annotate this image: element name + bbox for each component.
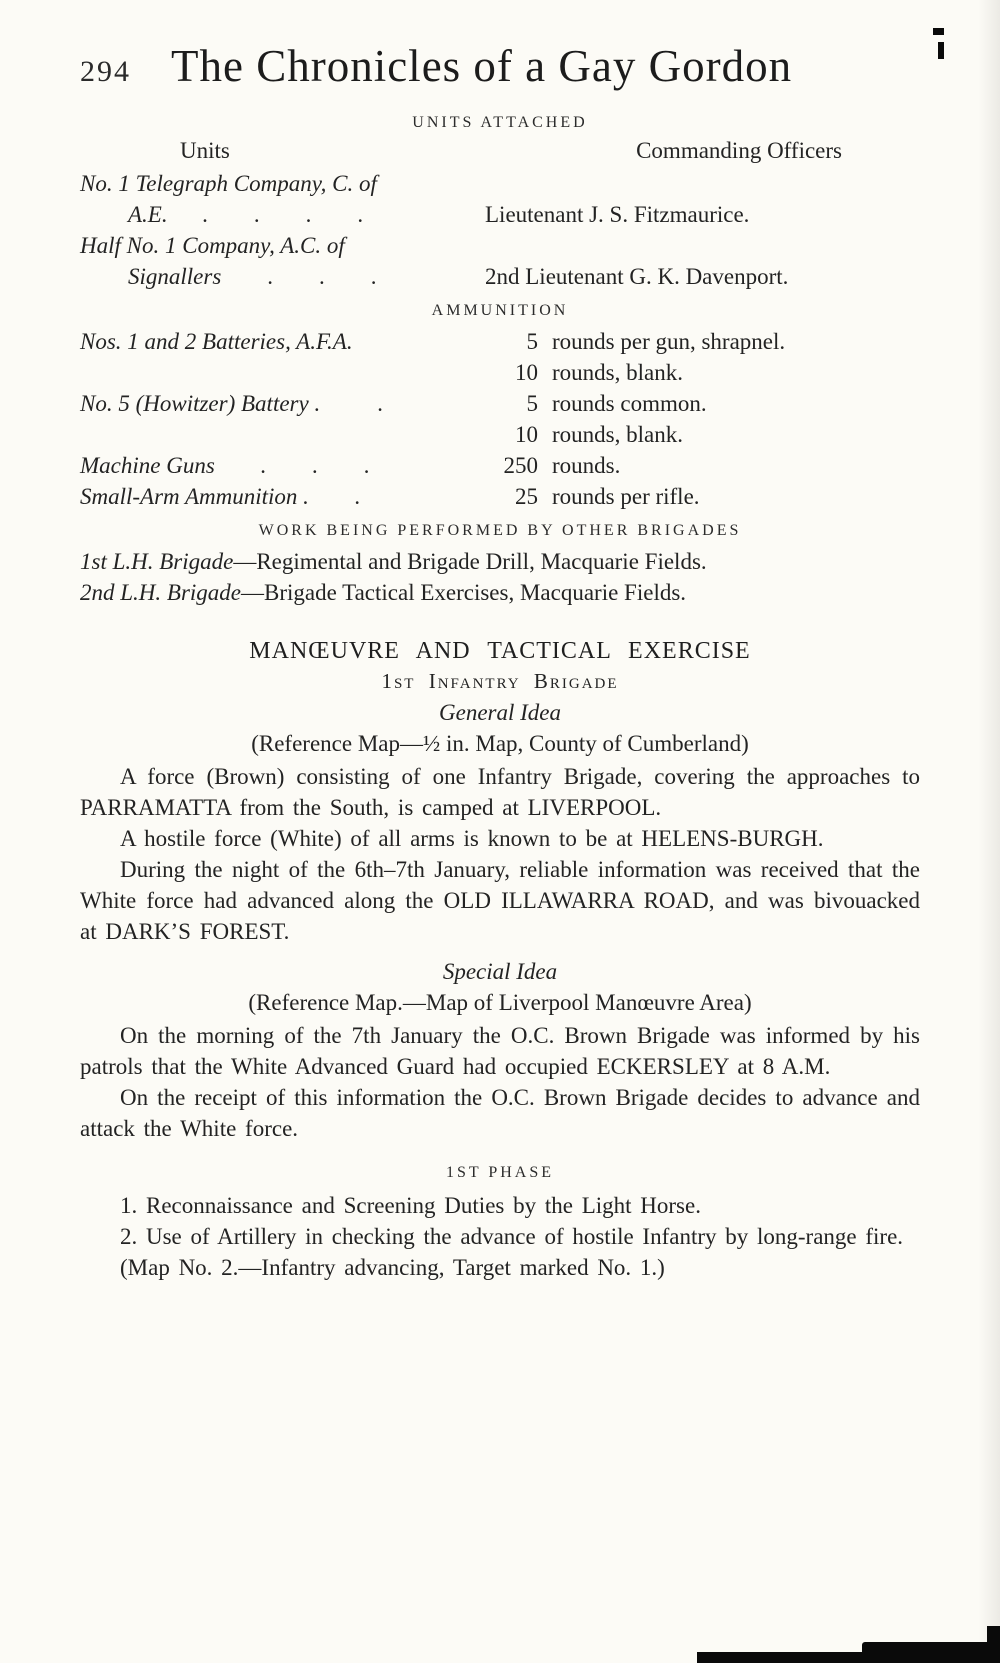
ammo-unit: No. 5 (Howitzer) Battery . .: [80, 391, 384, 416]
phase-item: 2. Use of Artillery in checking the advance of hostile Infantry by long-range fire.: [120, 1224, 904, 1249]
unit-name-continuation: Signallers . . . 2nd Lieutenant G. K. Davenport.: [80, 261, 920, 292]
ammo-description: rounds per gun, shrapnel.: [552, 329, 786, 354]
column-header-units: Units: [180, 138, 230, 163]
scan-artifact-top-right: [933, 28, 944, 35]
list-item: 1st L.H. Brigade—Regimental and Brigade Drill, Macquarie Fields.: [80, 549, 707, 574]
paragraph: During the night of the 6th–7th January, reliable information was received that the White force had advanced along the OLD ILLAWARRA ROAD, and was bivouacked at DARK’S FOREST.: [80, 857, 920, 944]
book-title: The Chronicles of a Gay Gordon: [171, 41, 793, 91]
ammo-description: rounds per rifle.: [552, 484, 700, 509]
ammo-quantity: 250: [503, 453, 538, 478]
ammo-quantity: 10: [515, 422, 538, 447]
units-attached-section: [80, 114, 920, 292]
phase-item: (Map No. 2.—Infantry advancing, Target marked No. 1.): [120, 1255, 665, 1280]
table-row: [80, 357, 920, 388]
other-brigades-section: [80, 522, 920, 608]
table-row: [80, 388, 920, 419]
commanding-officer: 2nd Lieutenant G. K. Davenport.: [485, 264, 789, 289]
paragraph: A force (Brown) consisting of one Infantry Brigade, covering the approaches to PARRAMATTA from the South, is camped at LIVERPOOL.: [80, 764, 920, 820]
leader-dots: . . . .: [167, 202, 364, 227]
page-header: [80, 40, 920, 92]
page-number: 294: [80, 55, 131, 88]
table-row: [80, 450, 920, 481]
general-idea-paragraphs: [80, 761, 920, 947]
ammo-description: rounds common.: [552, 391, 707, 416]
table-row: [80, 481, 920, 512]
scan-artifact-bottom-edge: [987, 1626, 1000, 1663]
scan-artifact-bottom-corner: [862, 1642, 1000, 1663]
unit-name: No. 1 Telegraph Company, C. of: [80, 171, 377, 196]
paragraph: On the morning of the 7th January the O.C. Brown Brigade was informed by his patrols that the White Advanced Guard had occupied ECKERSLEY at 8 A.M.: [80, 1023, 920, 1079]
phase-item: 1. Reconnaissance and Screening Duties by the Light Horse.: [120, 1193, 701, 1218]
ammo-unit: Small-Arm Ammunition . .: [80, 484, 361, 509]
ammo-description: rounds.: [552, 453, 621, 478]
scan-artifact-top-right: [938, 42, 944, 59]
ammo-unit: Nos. 1 and 2 Batteries, A.F.A.: [80, 329, 353, 354]
ammunition-section: [80, 302, 920, 512]
paragraph: A hostile force (White) of all arms is known to be at HELENS-BURGH.: [120, 826, 824, 851]
ammo-unit: Machine Guns . . .: [80, 453, 371, 478]
ammo-quantity: 10: [515, 360, 538, 385]
ammo-quantity: 5: [526, 329, 538, 354]
ammo-description: rounds, blank.: [552, 422, 683, 447]
column-header-officers: Commanding Officers: [636, 138, 842, 163]
special-idea-reference: (Reference Map.—Map of Liverpool Manœuvre Area): [248, 990, 752, 1015]
paragraph: On the receipt of this information the O.C. Brown Brigade decides to advance and attack the White force.: [80, 1085, 920, 1141]
special-idea-heading: Special Idea: [442, 959, 558, 984]
brigade-subheading: 1st Infantry Brigade: [381, 669, 619, 693]
unit-row: [80, 230, 920, 292]
general-idea-heading: General Idea: [439, 700, 561, 725]
first-phase-items: [80, 1190, 920, 1283]
manoeuvre-exercise-section: [80, 638, 920, 1283]
ammunition-heading: AMMUNITION: [431, 302, 569, 319]
ammunition-table: [80, 326, 920, 512]
general-idea-reference: (Reference Map—½ in. Map, County of Cumberland): [251, 731, 749, 756]
other-brigades-rows: [80, 546, 920, 608]
exercise-heading: MANŒUVRE AND TACTICAL EXERCISE: [249, 638, 751, 664]
table-row: [80, 326, 920, 357]
other-brigades-heading: WORK BEING PERFORMED BY OTHER BRIGADES: [258, 522, 742, 539]
commanding-officer: Lieutenant J. S. Fitzmaurice.: [485, 202, 750, 227]
ammo-quantity: 5: [526, 391, 538, 416]
leader-dots: . . .: [221, 264, 377, 289]
ammo-description: rounds, blank.: [552, 360, 683, 385]
units-attached-heading: UNITS ATTACHED: [412, 114, 588, 131]
list-item: 2nd L.H. Brigade—Brigade Tactical Exercises, Macquarie Fields.: [80, 580, 687, 605]
special-idea-paragraphs: [80, 1020, 920, 1144]
units-attached-column-headers: [80, 138, 920, 164]
page-edge-shadow: [978, 0, 1000, 1663]
ammo-unit: [80, 357, 480, 388]
ammo-unit: [80, 419, 480, 450]
ammo-quantity: 25: [515, 484, 538, 509]
first-phase-heading: 1ST PHASE: [445, 1164, 555, 1181]
table-row: [80, 419, 920, 450]
unit-row: [80, 168, 920, 230]
unit-name-continuation: A.E. . . . . Lieutenant J. S. Fitzmaurice.: [80, 199, 920, 230]
unit-name: Half No. 1 Company, A.C. of: [80, 233, 345, 258]
